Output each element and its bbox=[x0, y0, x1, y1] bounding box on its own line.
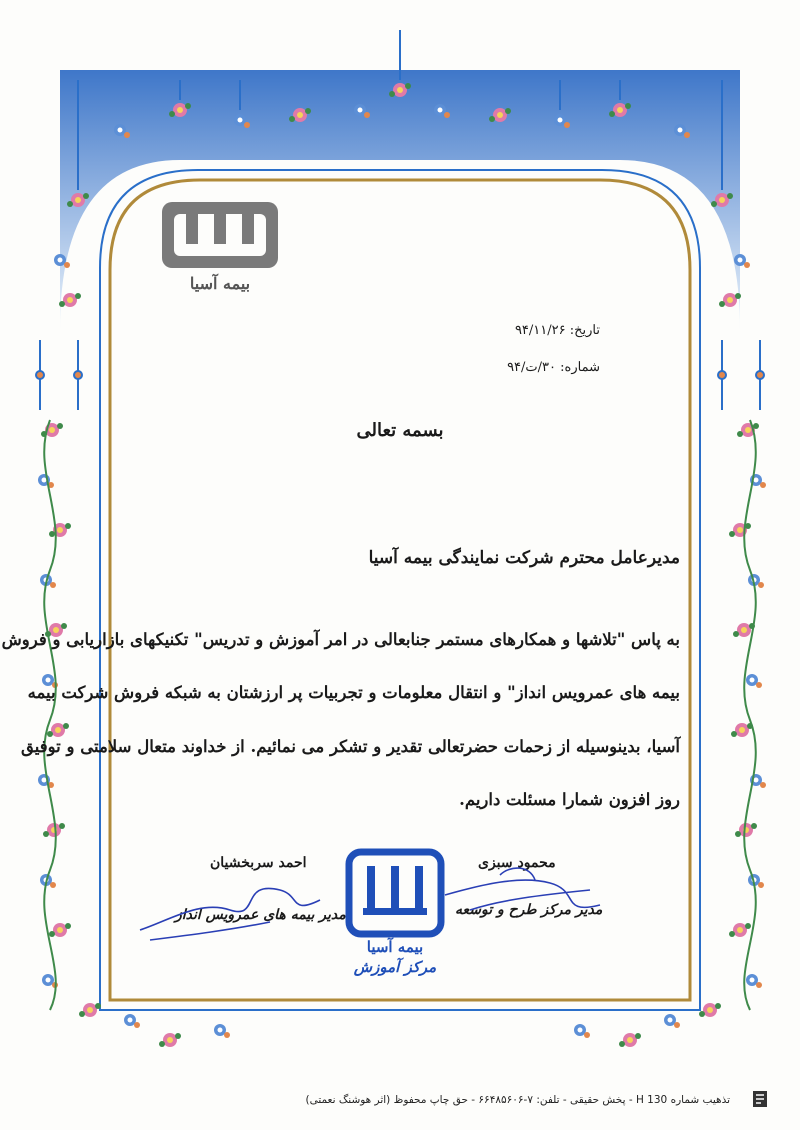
handwritten-signature-right-icon bbox=[440, 855, 610, 935]
handwritten-signature-left-icon bbox=[130, 860, 330, 950]
footer-credit: تذهیب شماره H 130 - پخش حقیقی - تلفن: ۷-۶۶۴۸۵۶۰۶ - حق چاپ محفوظ (اثر هوشنگ نعمتی) bbox=[305, 1094, 730, 1106]
body-line: آسیا، بدینوسیله از زحمات حضرتعالی تقدیر و تشکر می نمائیم. از خداوند متعال سلامتی و توفیق bbox=[21, 737, 680, 756]
seal-brand-text: بیمه آسیا bbox=[366, 938, 424, 956]
signatory-left-name: احمد سربخشیان bbox=[210, 855, 307, 871]
signatory-right-name: محمود سبزی bbox=[478, 855, 556, 871]
recipient-line: مدیرعامل محترم شرکت نمایندگی بیمه آسیا bbox=[368, 548, 680, 568]
letter-date: تاریخ: ۹۴/۱۱/۲۶ bbox=[514, 323, 600, 338]
letter-number: شماره: ۳۰/ت/۹۴ bbox=[507, 360, 600, 375]
invocation-heading: بسمه تعالی bbox=[356, 420, 444, 441]
publisher-mark-icon bbox=[752, 1090, 768, 1108]
bime-asia-logo-icon bbox=[160, 200, 280, 275]
seal-center-text: مرکز آموزش bbox=[353, 958, 437, 976]
training-center-seal-icon bbox=[345, 848, 445, 938]
logo-text: بیمه آسیا bbox=[189, 274, 251, 293]
body-line: بیمه های عمرویس انداز" و انتقال معلومات و تجربیات پر ارزشتان به شبکه فروش شرکت بیمه bbox=[27, 683, 680, 702]
body-line: روز افزون شمارا مسئلت داریم. bbox=[459, 790, 680, 809]
signatory-right-title: مدیر مرکز طرح و توسعه bbox=[455, 902, 603, 918]
body-line: به پاس "تلاشها و همکارهای مستمر جنابعالی در امر آموزش و تدریس" تکنیکهای بازاریابی و فروش bbox=[1, 630, 680, 649]
signatory-left-title: مدیر بیمه های عمرویس انداز bbox=[175, 907, 346, 923]
